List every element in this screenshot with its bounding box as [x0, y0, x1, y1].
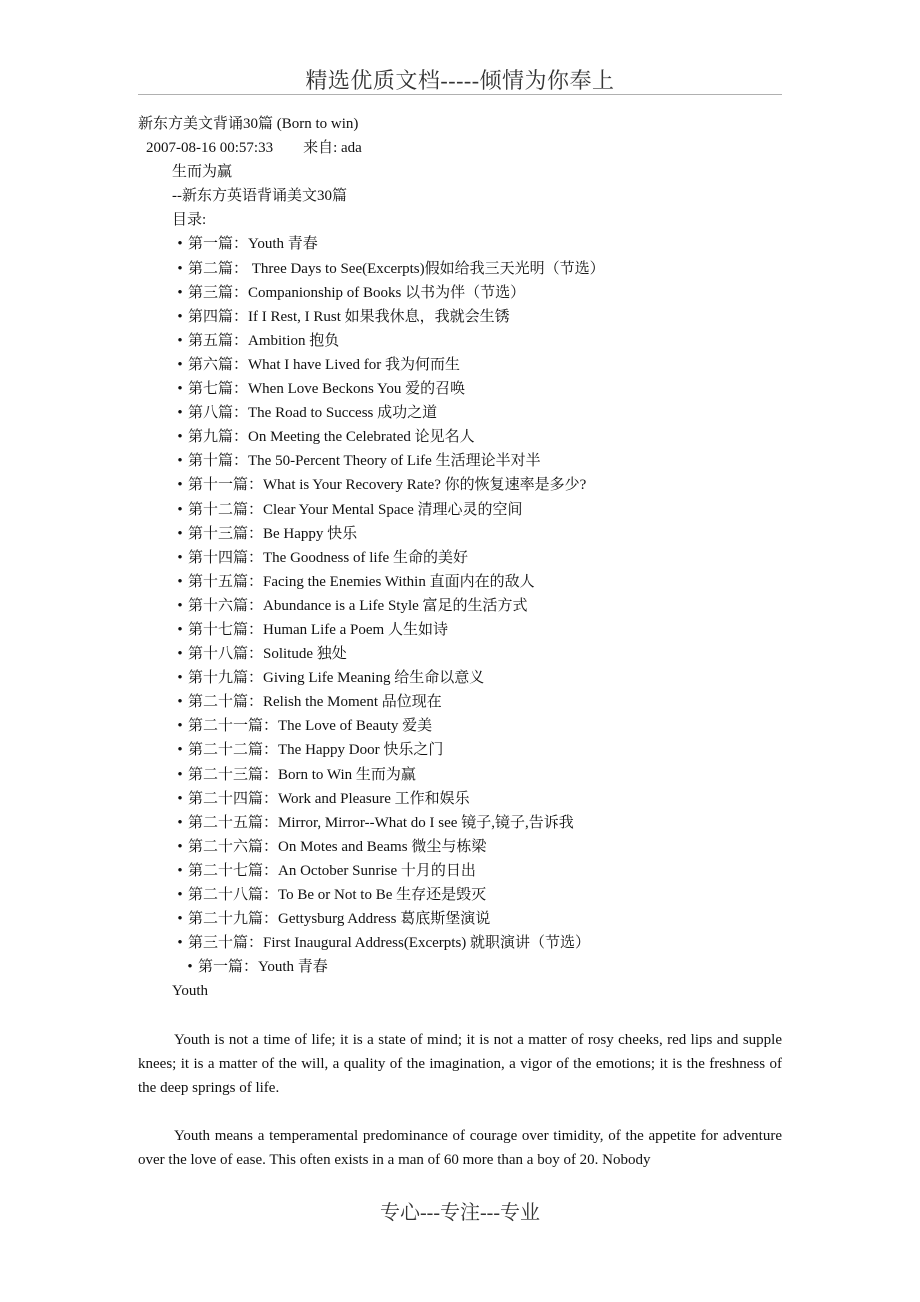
bullet-icon: •: [177, 646, 183, 663]
toc-item-text: 第二十八篇：To Be or Not to Be 生存还是毁灭: [188, 887, 487, 903]
toc-item: [138, 570, 782, 594]
doc-title: 新东方美文背诵30篇 (Born to win): [138, 116, 359, 132]
toc-item: [138, 305, 782, 329]
toc-item-text: 第二十六篇：On Motes and Beams 微尘与栋梁: [188, 838, 487, 855]
toc-item-text: 第七篇：When Love Beckons You 爱的召唤: [188, 381, 466, 398]
toc-item: [138, 522, 782, 546]
bullet-icon: •: [177, 453, 183, 470]
bullet-icon: •: [177, 862, 183, 879]
toc-item: [138, 594, 782, 618]
toc-item-text: 第十三篇：Be Happy 快乐: [188, 525, 358, 542]
toc-item-text: 第二十九篇：Gettysburg Address 葛底斯堡演说: [188, 911, 491, 928]
toc-item: [138, 811, 782, 835]
toc-item: [138, 666, 782, 690]
bullet-icon: •: [177, 573, 183, 590]
toc-item: [138, 618, 782, 642]
document-body: [138, 112, 782, 1172]
paragraph: Youth is not a time of life; it is a state of mind; it is not a matter of rosy cheeks, red lips and supple knees; it is a matter of the will, a quality of the imagination, a vigor of the emotions; it is the freshness of the deep springs of life.: [138, 1031, 782, 1096]
section-heading: [138, 955, 782, 979]
toc-item-text: 第十五篇：Facing the Enemies Within 直面内在的敌人: [188, 573, 535, 590]
bullet-icon: •: [177, 332, 183, 349]
toc-item-text: 第三篇：Companionship of Books 以书为伴（节选）: [188, 284, 526, 301]
toc-item-text: 第二篇： Three Days to See(Excerpts)假如给我三天光明（节选）: [188, 260, 605, 277]
toc-item: [138, 257, 782, 281]
bullet-icon: •: [177, 790, 183, 807]
toc-item-text: 第十八篇：Solitude 独处: [188, 646, 347, 663]
doc-date-line: 2007-08-16 00:57:33 来自: ada: [146, 140, 362, 157]
section-heading-text: 第一篇：Youth 青春: [198, 959, 328, 976]
toc-item-text: 第五篇：Ambition 抱负: [188, 332, 340, 349]
toc-item: [138, 859, 782, 883]
doc-subtitle: 生而为赢: [172, 164, 233, 181]
section-title: Youth: [172, 983, 208, 1000]
spacer: [138, 1003, 782, 1027]
toc-item: [138, 546, 782, 570]
toc-item: [138, 498, 782, 522]
toc-item: [138, 329, 782, 353]
toc-item: [138, 835, 782, 859]
bullet-icon: •: [177, 236, 183, 253]
toc-item: [138, 787, 782, 811]
toc-item-text: 第十四篇：The Goodness of life 生命的美好: [188, 549, 468, 566]
toc-item-text: 第一篇：Youth 青春: [188, 236, 318, 253]
toc-item-text: 第二十二篇：The Happy Door 快乐之门: [188, 742, 444, 759]
toc-item: [138, 763, 782, 787]
toc-item-text: 第二十七篇：An October Sunrise 十月的日出: [188, 862, 476, 879]
toc-item: [138, 401, 782, 425]
toc-item-text: 第九篇：On Meeting the Celebrated 论见名人: [188, 429, 475, 446]
toc-item-text: 第十一篇：What is Your Recovery Rate? 你的恢复速率是多少?: [188, 477, 587, 494]
toc-item: [138, 425, 782, 449]
toc-item-text: 第六篇：What I have Lived for 我为何而生: [188, 356, 461, 373]
bullet-icon: •: [187, 959, 193, 976]
toc-item: [138, 232, 782, 256]
bullet-icon: •: [177, 887, 183, 903]
bullet-icon: •: [177, 284, 183, 301]
page-footer: 专心---专注---专业: [380, 1202, 540, 1224]
toc-item-text: 第二十篇：Relish the Moment 品位现在: [188, 694, 442, 711]
bullet-icon: •: [177, 429, 183, 446]
bullet-icon: •: [177, 742, 183, 759]
bullet-icon: •: [177, 935, 183, 952]
bullet-icon: •: [177, 694, 183, 711]
toc-item-text: 第四篇：If I Rest, I Rust 如果我休息，我就会生锈: [188, 308, 510, 325]
toc-item: [138, 353, 782, 377]
toc-label: 目录:: [172, 212, 207, 229]
toc-item-text: 第十九篇：Giving Life Meaning 给生命以意义: [188, 670, 485, 687]
bullet-icon: •: [177, 621, 183, 638]
toc-item: [138, 907, 782, 931]
bullet-icon: •: [177, 525, 183, 542]
table-of-contents: [138, 232, 782, 955]
bullet-icon: •: [177, 356, 183, 373]
bullet-icon: •: [177, 597, 183, 614]
toc-item: [138, 449, 782, 473]
bullet-icon: •: [177, 477, 183, 494]
toc-item-text: 第十六篇：Abundance is a Life Style 富足的生活方式: [188, 597, 528, 614]
bullet-icon: •: [177, 911, 183, 928]
toc-item-text: 第二十一篇：The Love of Beauty 爱美: [188, 718, 433, 735]
header-divider: [138, 94, 782, 95]
bullet-icon: •: [177, 814, 183, 831]
toc-item: [138, 377, 782, 401]
toc-item-text: 第十篇：The 50-Percent Theory of Life 生活理论半对半: [188, 453, 541, 470]
bullet-icon: •: [177, 838, 183, 855]
toc-item: [138, 690, 782, 714]
spacer: [138, 1100, 782, 1124]
toc-item-text: 第十二篇：Clear Your Mental Space 清理心灵的空间: [188, 501, 523, 518]
page-header: 精选优质文档-----倾情为你奉上: [305, 68, 615, 93]
toc-item: [138, 738, 782, 762]
bullet-icon: •: [177, 718, 183, 735]
toc-item-text: 第十七篇：Human Life a Poem 人生如诗: [188, 621, 448, 638]
toc-item-text: 第二十四篇：Work and Pleasure 工作和娱乐: [188, 790, 470, 807]
toc-item-text: 第二十五篇：Mirror, Mirror--What do I see 镜子,镜子,告诉我: [188, 814, 574, 831]
toc-item: [138, 883, 782, 907]
bullet-icon: •: [177, 501, 183, 518]
toc-item: [138, 714, 782, 738]
toc-item-text: 第八篇：The Road to Success 成功之道: [188, 405, 438, 422]
bullet-icon: •: [177, 260, 183, 277]
toc-item: [138, 473, 782, 497]
bullet-icon: •: [177, 766, 183, 783]
paragraph: Youth means a temperamental predominance of courage over timidity, of the appetite for adventure over the love of ease. This often exists in a man of 60 more than a boy of 20. Nobody: [138, 1127, 782, 1169]
toc-item-text: 第二十三篇：Born to Win 生而为赢: [188, 766, 416, 783]
bullet-icon: •: [177, 308, 183, 325]
toc-item-text: 第三十篇：First Inaugural Address(Excerpts) 就职演讲（节选）: [188, 935, 591, 952]
bullet-icon: •: [177, 549, 183, 566]
doc-subtitle-2: --新东方英语背诵美文30篇: [172, 188, 347, 205]
toc-item: [138, 931, 782, 955]
bullet-icon: •: [177, 381, 183, 398]
toc-item: [138, 642, 782, 666]
toc-item: [138, 281, 782, 305]
bullet-icon: •: [177, 405, 183, 422]
bullet-icon: •: [177, 670, 183, 687]
